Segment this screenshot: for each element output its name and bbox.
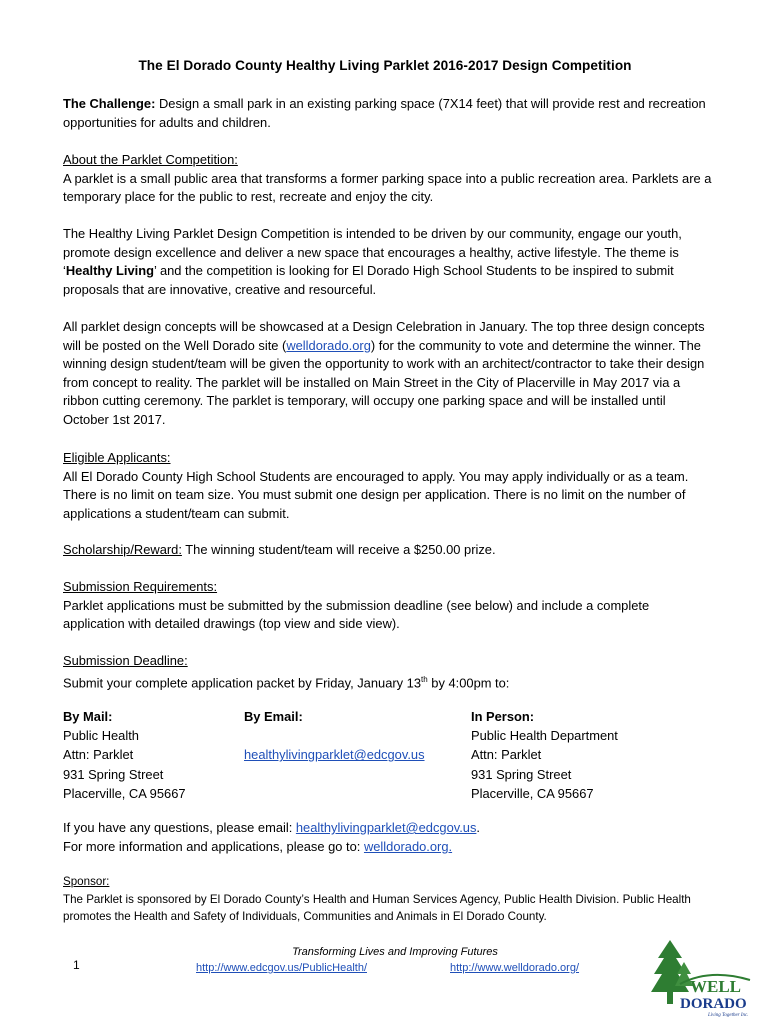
mail-line: Public Health — [63, 728, 139, 744]
logo-word-well: WELL — [690, 977, 742, 996]
by-email-heading: By Email: — [244, 709, 303, 724]
about-heading: About the Parklet Competition: — [63, 152, 238, 167]
scholarship-paragraph — [63, 541, 713, 560]
questions-email-link[interactable]: healthylivingparklet@edcgov.us — [295, 820, 477, 835]
requirements-section — [63, 578, 713, 634]
questions-text: If you have any questions, please email: — [63, 820, 296, 835]
scholarship-heading: Scholarship/Reward: — [63, 542, 182, 557]
footer-link-public-health[interactable]: http://www.edcgov.us/PublicHealth/ — [196, 962, 367, 974]
eligible-heading: Eligible Applicants: — [63, 450, 171, 465]
competition-text-1: The Healthy Living Parklet Design Competition is intended to be driven by our community, engage our youth, promote design excellence and deliver a new space that encourages a healthy, active lifestyle. The theme is ‘ — [63, 226, 682, 279]
deadline-section — [63, 652, 713, 692]
logo-tagline: Living Together Inc. — [708, 1013, 749, 1018]
eligible-text: All El Dorado County High School Students are encouraged to apply. You may apply individually or as a team. There is no limit on team size. You must submit one design per application. There is no limit on the number of applications a student/team can submit. — [63, 468, 689, 521]
challenge-text: Design a small park in an existing parking space (7X14 feet) that will provide rest and recreation opportunities for adults and children. — [63, 96, 706, 130]
deadline-heading: Submission Deadline: — [63, 653, 188, 668]
challenge-paragraph — [63, 95, 713, 132]
more-info-text: For more information and applications, please go to: — [63, 838, 364, 854]
theme-name: Healthy Living — [65, 263, 154, 279]
footer-tagline: Transforming Lives and Improving Futures — [292, 946, 498, 958]
deadline-superscript: th — [421, 674, 428, 684]
about-section — [63, 151, 713, 207]
requirements-heading: Submission Requirements: — [63, 579, 218, 594]
in-person-line: 931 Spring Street — [471, 766, 572, 782]
page-title: The El Dorado County Healthy Living Parklet 2016-2017 Design Competition — [138, 58, 632, 73]
competition-text-2: ’ and the competition is looking for El Dorado High School Students to be inspired to submit proposals that are innovative, creative and resourceful. — [63, 263, 674, 297]
mail-line: Placerville, CA 95667 — [63, 785, 186, 801]
sponsor-heading: Sponsor: — [63, 875, 110, 888]
sponsor-text: The Parklet is sponsored by El Dorado County’s Health and Human Services Agency, Public Health Division. Public Health promotes the Health and Safety of Individuals, Communities and Animals in El Dorado County. — [63, 892, 691, 923]
in-person-column — [471, 707, 618, 803]
questions-period: . — [476, 820, 481, 835]
showcase-paragraph — [63, 318, 713, 430]
by-mail-column — [63, 707, 186, 803]
by-mail-heading: By Mail: — [63, 709, 113, 724]
logo-word-dorado: DORADO — [680, 996, 747, 1012]
showcase-text-2: ) for the community to vote and determine the winner. The winning design student/team will be given the opportunity to work with an architect/contractor to take their design from concept to reality. The parklet will be installed on Main Street in the City of Placerville in May 2017 via a ribbon cutting ceremony. The parklet is temporary, will occupy one parking space and will be installed until October 1st 2017. — [63, 337, 705, 427]
by-email-column — [244, 707, 425, 765]
requirements-text: Parklet applications must be submitted by the submission deadline (see below) and include a complete application with detailed drawings (top view and side view). — [63, 597, 650, 632]
showcase-text-1: All parklet design concepts will be showcased at a Design Celebration in January. The top three design concepts will be posted on the Well Dorado site ( — [63, 319, 705, 353]
well-dorado-logo — [650, 936, 754, 1018]
welldorado-link[interactable]: welldorado.org — [286, 337, 371, 353]
eligible-section — [63, 449, 713, 523]
competition-paragraph — [63, 225, 713, 299]
page-number: 1 — [73, 958, 80, 972]
sponsor-section — [63, 873, 723, 926]
in-person-line: Attn: Parklet — [471, 747, 542, 763]
contact-paragraph — [63, 819, 713, 856]
footer-link-welldorado[interactable]: http://www.welldorado.org/ — [450, 962, 580, 974]
about-text: A parklet is a small public area that transforms a former parking space into a public recreation area. Parklets are a temporary place for the public to rest, recreate and enjoy the city. — [63, 170, 712, 205]
more-info-link[interactable]: welldorado.org. — [363, 838, 453, 854]
scholarship-text: The winning student/team will receive a $250.00 prize. — [181, 542, 496, 557]
in-person-heading: In Person: — [471, 709, 535, 724]
email-link[interactable]: healthylivingparklet@edcgov.us — [244, 747, 425, 763]
in-person-line: Placerville, CA 95667 — [471, 785, 594, 801]
deadline-text-2: by 4:00pm to: — [427, 674, 510, 690]
in-person-line: Public Health Department — [471, 728, 618, 744]
deadline-text-1: Submit your complete application packet by Friday, January 13 — [63, 674, 422, 690]
mail-line: Attn: Parklet — [63, 747, 134, 763]
challenge-label: The Challenge: — [63, 96, 156, 111]
pine-tree-icon — [651, 940, 693, 1004]
mail-line: 931 Spring Street — [63, 766, 164, 782]
